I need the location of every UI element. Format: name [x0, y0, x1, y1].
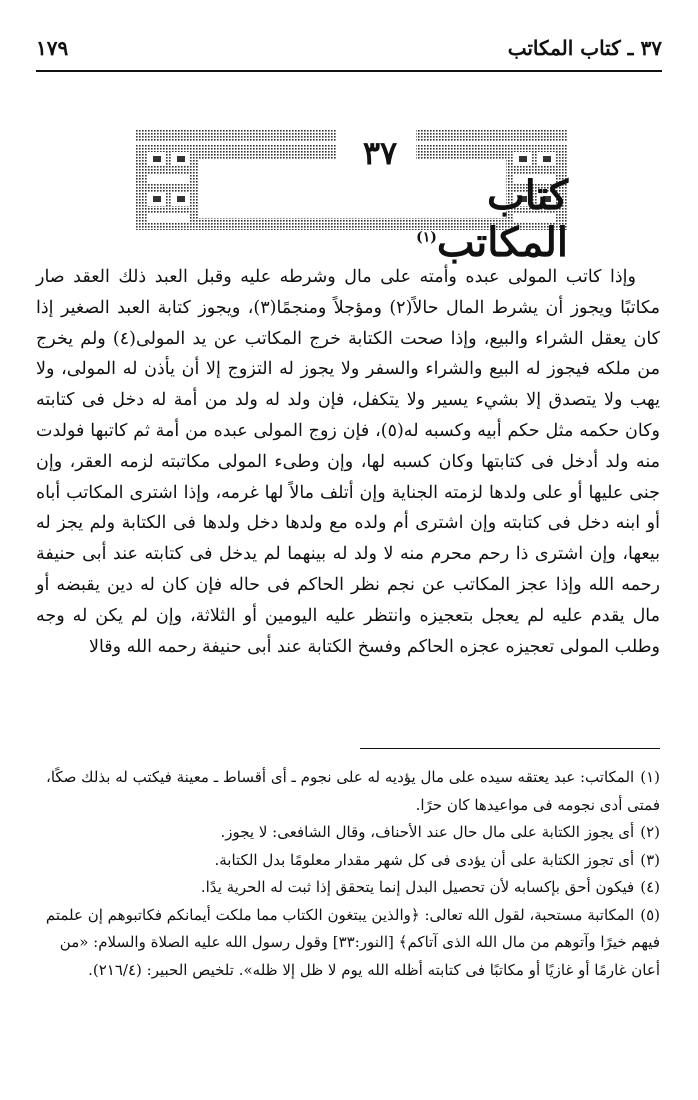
body-text-block [36, 262, 660, 662]
footnote-text: المكاتبة مستحبة، لقول الله تعالى: ﴿والذين يبتغون الكتاب مما ملكت أيمانكم فكاتبوهم إن علمتم فيهم خيرًا وآتوهم من مال الله الذى آتاكم﴾ [النور:٣٣] وقول رسول الله عليه الصلاة والسلام: «من أعان غارمًا أو غازيًا أو مكاتبًا فى كتابته أظله الله يوم لا ظل إلا ظله». تلخيص الحبير: (٢١٦/٤). [45, 905, 660, 979]
running-title: ٣٧ ـ كتاب المكاتب [507, 36, 662, 60]
footnote-text: فيكون أحق بإكسابه لأن تحصيل البدل إنما يتحقق إذا ثبت له الحرية يدًا. [200, 878, 635, 896]
page-header [36, 36, 662, 70]
footnotes [36, 764, 660, 984]
footnote-rule [360, 748, 660, 749]
footnote-number: (٣) [640, 850, 660, 869]
footnote-number: (٥) [640, 905, 660, 924]
footnote-item [36, 902, 660, 985]
page-number: ١٧٩ [36, 36, 69, 60]
footnote-text: أى يجوز الكتابة على مال حال عند الأحناف، وقال الشافعى: لا يجوز. [220, 823, 635, 841]
header-rule [36, 70, 662, 72]
footnote-text: المكاتب: عبد يعتقه سيده على مال يؤديه له على نجوم ـ أى أقساط ـ معينة فيكتب له بذلك صكًا، فمتى أدى نجومه فى مواعيدها كان حرًا. [45, 768, 660, 814]
footnote-text: أى تجوز الكتابة على أن يؤدى فى كل شهر مقدار معلومًا بدل الكتابة. [214, 850, 635, 869]
chapter-number: ٣٧ [346, 134, 414, 172]
chapter-footnote-ref: (١) [416, 229, 437, 246]
footnote-number: (١) [640, 768, 660, 786]
footnote-item [36, 764, 660, 819]
footnote-item [36, 874, 660, 902]
chapter-title-text: كتاب المكاتب [436, 172, 568, 266]
footnote-number: (٢) [640, 823, 660, 841]
chapter-title [366, 172, 568, 266]
chapter-banner [136, 130, 568, 266]
body-paragraph: وإذا كاتب المولى عبده وأمته على مال وشرطه عليه وقبل العبد ذلك العقد صار مكاتبًا ويجوز أن يشرط المال حالاً(٢) ومؤجلاً ومنجمًا(٣)، ويجوز كتابة العبد الصغير إذا كان يعقل الشراء والبيع، وإذا صحت الكتابة خرج المكاتب عن يد المولى(٤) ولم يخرج من ملكه فيجوز له البيع والشراء والسفر ولا يجوز له التزوج إلا أن يأذن له المولى، ولا يهب ولا يتصدق إلا بشيء يسير ولا يتكفل، فإن ولد له ولد من أمة له دخل فى كتابته وكان حكمه مثل حكم أبيه وكسبه له(٥)، فإن زوج المولى عبده من أمة ثم كاتبها فولدت منه ولد أدخل فى كتابتها وكان كسبه لها، وإن وطىء المولى مكاتبته لزمه العقر، وإن جنى عليها أو على ولدها لزمته الجناية وإن أتلف مالاً لها غرمه، وإذا اشترى المكاتب أباه أو ابنه دخل فى كتابته وإن اشترى أم ولده مع ولدها دخل ولدها فى الكتابة ولم يجز له بيعها، وإن اشترى ذا رحم محرم منه لا ولد له بينهما لم يدخل فى كتابته عند أبى حنيفة رحمه الله وإذا عجز المكاتب عن نجم نظر الحاكم فى حاله فإن كان له دين يقبضه أو مال يقدم عليه لم يعجل بتعجيزه وانتظر عليه اليومين أو الثلاثة، وإن لم يكن له وجه وطلب المولى تعجيزه عجزه الحاكم وفسخ الكتابة عند أبى حنيفة رحمه الله وقالا [36, 267, 661, 657]
footnote-number: (٤) [640, 878, 660, 896]
footnote-item [36, 819, 660, 847]
footnote-item [36, 847, 660, 875]
